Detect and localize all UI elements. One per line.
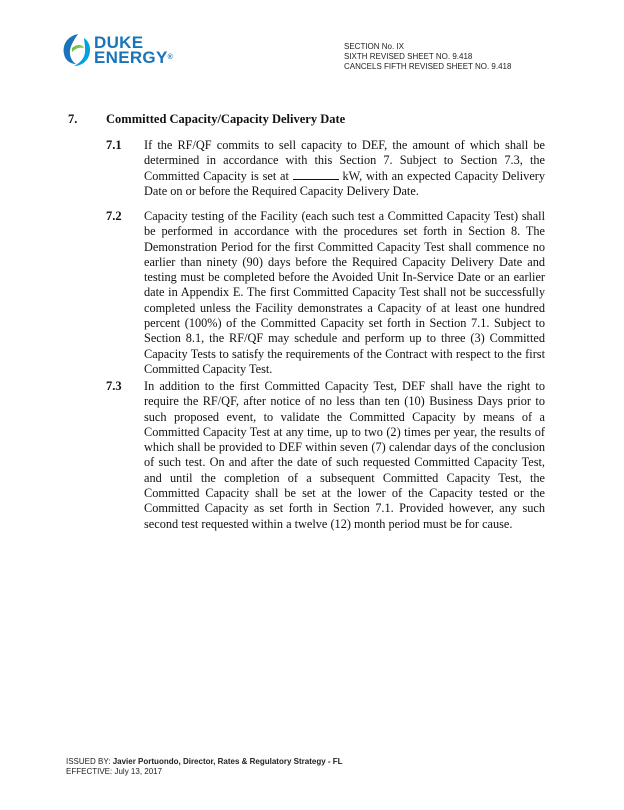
effective-line: EFFECTIVE: July 13, 2017 <box>66 767 163 776</box>
paragraph-number: 7.2 <box>106 209 122 223</box>
sheet-info <box>344 42 511 72</box>
logo-word-duke: DUKE <box>94 33 144 52</box>
sheet-number: SIXTH REVISED SHEET NO. 9.418 <box>344 52 473 61</box>
paragraph-7-1 <box>106 138 546 199</box>
paragraph-number: 7.3 <box>106 379 122 393</box>
paragraph-7-3 <box>106 379 546 532</box>
paragraph-text: Capacity testing of the Facility (each such test a Committed Capacity Test) shall be performed in accordance with the procedures set forth in Section 8. The Demonstration Period for the first Committed Capacity Test shall commence no earlier than ninety (90) days before the Required Capacity Delivery Date and testing must be completed before the Avoided Unit In-Service Date or an earlier date in Appendix E. The first Committed Capacity Test shall not be successfully completed unless the Facility demonstrates a Capacity of at least one hundred percent (100%) of the Committed Capacity set forth in Section 7.1. Subject to Section 8.1, the RF/QF may schedule and perform up to three (3) Committed Capacity Tests to satisfy the requirements of the Contract with respect to the first Committed Capacity Test. <box>144 209 545 376</box>
paragraph-7-2 <box>106 209 546 377</box>
paragraph-text: If the RF/QF commits to sell capacity to DEF, the amount of which shall be determined in accordance with this Section 7. Subject to Section 7.3, the Committed Capacity is set at kW, with an expected Capacity Delivery Date on or before the Required Capacity Delivery Date. <box>144 138 546 198</box>
footer <box>66 757 343 777</box>
paragraph-text: In addition to the first Committed Capacity Test, DEF shall have the right to require the RF/QF, after notice of no less than ten (10) Business Days prior to such proposed event, to validate the Committed Capacity by means of a Committed Capacity Test at any time, up to two (2) times per year, the results of which shall be provided to DEF within seven (7) calendar days of the conclusion of such test. On and after the date of such requested Committed Capacity Test, and until the completion of a subsequent Committed Capacity Test, the Committed Capacity shall be set at the lower of the Capacity tested or the Committed Capacity as set forth in Section 7.1. Provided however, any such second test requested within a twelve (12) month period must be for cause. <box>144 379 545 531</box>
section-title: Committed Capacity/Capacity Delivery Date <box>106 112 346 126</box>
logo-word-energy: ENERGY® <box>94 48 174 67</box>
cancels-sheet: CANCELS FIFTH REVISED SHEET NO. 9.418 <box>344 62 512 71</box>
duke-energy-swirl-icon <box>60 30 94 70</box>
paragraph-number: 7.1 <box>106 138 122 152</box>
capacity-blank-line <box>293 169 339 180</box>
duke-energy-logo <box>60 30 190 80</box>
issued-by-line: ISSUED BY: Javier Portuondo, Director, Rates & Regulatory Strategy - FL <box>66 757 343 766</box>
section-heading <box>68 112 345 127</box>
section-no: SECTION No. IX <box>344 42 405 51</box>
section-number: 7. <box>68 112 78 126</box>
